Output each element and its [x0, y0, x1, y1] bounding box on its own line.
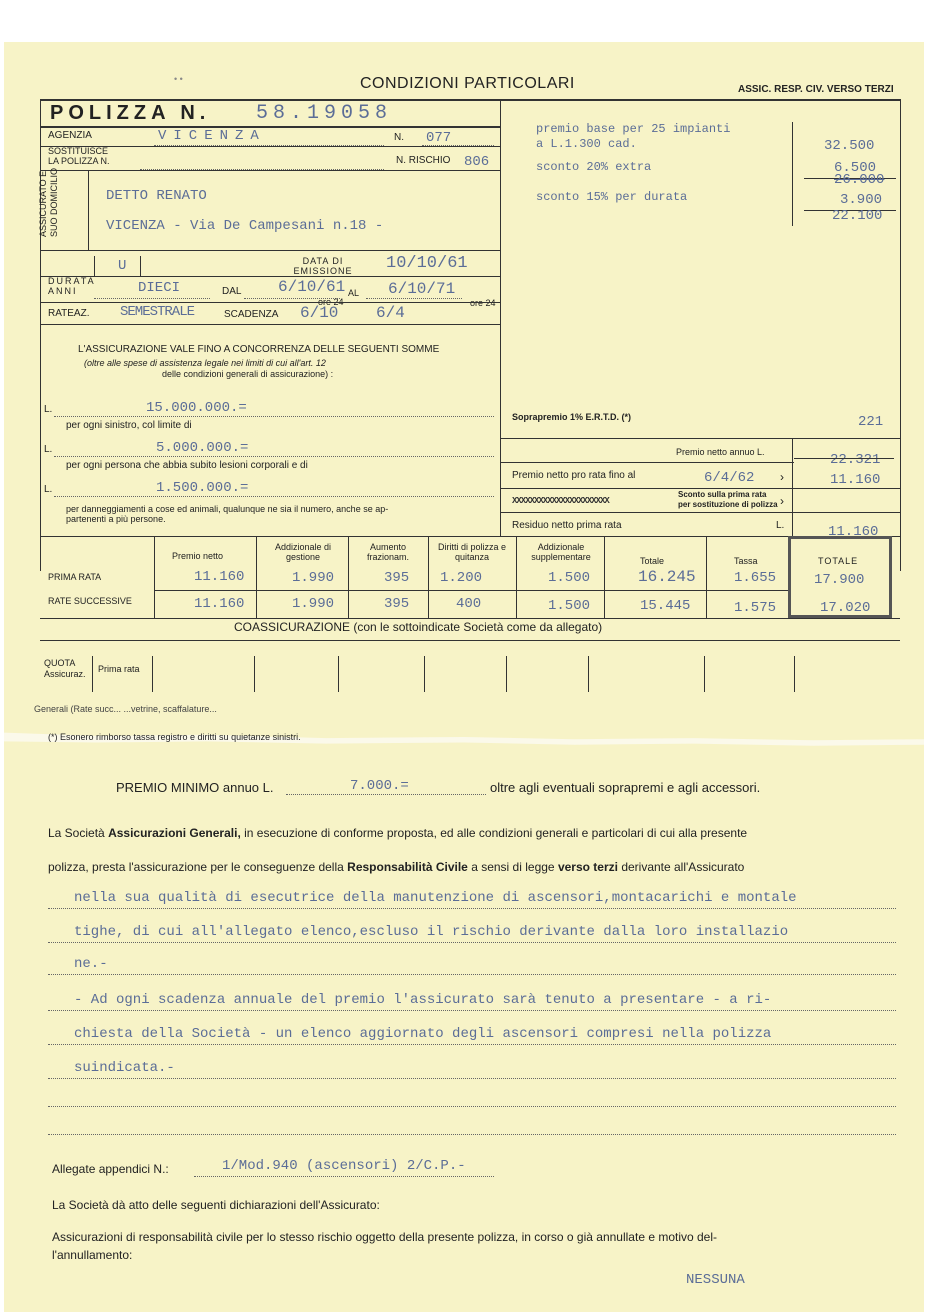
typed-line-4: - Ad ogni scadenza annuale del premio l'assicurato sarà tenuto a presentare - a ri- — [74, 992, 772, 1008]
cell-diritti: 1.200 — [440, 570, 483, 586]
sconto-struck: XXXXXXXXXXXXXXXXXXXXXX — [512, 496, 609, 506]
ore-label-1: ore 24 — [318, 297, 344, 307]
emissione-label: DATA DI EMISSIONE — [293, 256, 353, 276]
premio-v4: 3.900 — [840, 192, 883, 208]
page-subtitle: ASSIC. RESP. CIV. VERSO TERZI — [738, 84, 894, 95]
th-totale: Totale — [640, 556, 665, 566]
pro-rata-arrow: › — [780, 470, 784, 484]
scadenza-1: 6/10 — [300, 304, 339, 322]
dal-label: DAL — [222, 286, 242, 297]
premio-line-4: sconto 15% per durata — [536, 190, 688, 204]
al-label: AL — [348, 288, 360, 298]
cell-premio-netto: 11.160 — [194, 596, 245, 612]
sostituisce-label: SOSTITUISCE LA POLIZZA N. — [48, 146, 110, 166]
rateaz-value: SEMESTRALE — [120, 304, 195, 320]
page-mark: • • — [174, 74, 183, 84]
emissione-date: 10/10/61 — [386, 254, 468, 273]
esonero-note: (*) Esonero rimborso tassa registro e diritti su quietanze sinistri. — [48, 732, 301, 742]
th-addizionale-gestione: Addizionale di gestione — [274, 542, 332, 562]
typed-line-5: chiesta della Società - un elenco aggiornato degli ascensori compresi nella polizza — [74, 1026, 772, 1042]
soprapremio-value: 221 — [858, 414, 884, 430]
minimo-suffix: oltre agli eventuali soprapremi e agli accessori. — [490, 780, 761, 795]
allegate-label: Allegate appendici N.: — [52, 1162, 169, 1176]
residuo-label: Residuo netto prima rata — [512, 520, 622, 531]
rischio-label: N. RISCHIO — [396, 155, 451, 166]
cell-diritti: 400 — [456, 596, 482, 612]
th-aumento-frazionam: Aumento frazionam. — [366, 542, 410, 562]
agenzia-value: VICENZA — [158, 128, 266, 144]
row-label: PRIMA RATA — [48, 572, 102, 582]
premio-line-1: premio base per 25 impianti — [536, 122, 731, 136]
u-value: U — [118, 258, 127, 274]
sconto-arrow: › — [780, 494, 784, 508]
dal-value: 6/10/61 — [278, 278, 346, 296]
netto-value: 22.321 — [830, 452, 881, 468]
cell-totale-final: 17.020 — [820, 600, 871, 616]
cell-tassa: 1.575 — [734, 600, 777, 616]
scadenza-2: 6/4 — [376, 304, 405, 322]
n-value: 077 — [426, 130, 452, 146]
durata-label: DURATA ANNI — [48, 276, 96, 296]
th-premio-netto: Premio netto — [172, 551, 224, 561]
limits-intro-3: delle condizioni generali di assicurazione) : — [162, 369, 334, 379]
minimo-value: 7.000.= — [350, 778, 409, 794]
assicurato-address: VICENZA - Via De Campesani n.18 - — [106, 218, 384, 234]
netto-label: Premio netto annuo L. — [676, 447, 765, 457]
limit-3-caption: per danneggiamenti a cose ed animali, qualunque ne sia il numero, anche se ap- — [66, 504, 389, 514]
cell-addizionale-supplementare: 1.500 — [548, 598, 591, 614]
assicurato-label: ASSICURATO E SUO DOMICILIO — [38, 167, 59, 237]
limits-intro-2: (oltre alle spese di assistenza legale nei limiti di cui all'art. 12 — [84, 358, 326, 368]
ore-label-2: ore 24 — [470, 298, 496, 308]
policy-number: 58.19058 — [256, 102, 393, 125]
premio-line-2: a L.1.300 cad. — [536, 137, 637, 151]
cell-premio-netto: 11.160 — [194, 569, 245, 585]
sconto-label-2: per sostituzione di polizza — [678, 500, 778, 509]
cell-aumento: 395 — [384, 570, 410, 586]
policy-sheet — [4, 42, 924, 1312]
cell-totale: 16.245 — [638, 568, 696, 586]
cell-tassa: 1.655 — [734, 570, 777, 586]
cell-addizionale-gestione: 1.990 — [292, 570, 335, 586]
premio-v2: 6.500 — [834, 160, 877, 176]
cell-totale: 15.445 — [640, 598, 691, 614]
allegate-value: 1/Mod.940 (ascensori) 2/C.P.- — [222, 1158, 466, 1174]
th-tassa: Tassa — [734, 556, 758, 566]
al-value: 6/10/71 — [388, 280, 456, 298]
pro-rata-label: Premio netto pro rata fino al — [512, 470, 636, 481]
agenzia-label: AGENZIA — [48, 130, 92, 141]
cell-addizionale-supplementare: 1.500 — [548, 570, 591, 586]
limit-1-caption: per ogni sinistro, col limite di — [66, 420, 192, 431]
limit-3-value: 1.500.000.= — [156, 480, 249, 496]
rischio-value: 806 — [464, 154, 490, 170]
limit-3-l: L. — [44, 484, 53, 495]
rc-line-1: Assicurazioni di responsabilità civile per lo stesso rischio oggetto della presente polizza, in corso o già annullate e motivo del- — [52, 1230, 718, 1244]
coassic-prima-rata: Prima rata — [98, 664, 140, 674]
premio-v3: 26.000 — [834, 172, 885, 188]
row-label: RATE SUCCESSIVE — [48, 596, 132, 606]
policy-label: POLIZZA N. — [50, 102, 211, 124]
minimo-label: PREMIO MINIMO annuo L. — [116, 780, 274, 795]
coassic-title: COASSICURAZIONE (con le sottoindicate Società come da allegato) — [234, 620, 603, 634]
cell-addizionale-gestione: 1.990 — [292, 596, 335, 612]
th-totale-final: TOTALE — [818, 556, 859, 566]
n-label: N. — [394, 132, 404, 143]
premio-v1: 32.500 — [824, 138, 875, 154]
premio-line-3: sconto 20% extra — [536, 160, 652, 174]
limit-2-l: L. — [44, 444, 53, 455]
cell-totale-final: 17.900 — [814, 572, 865, 588]
rateaz-label: RATEAZ. — [48, 308, 90, 319]
durata-value: DIECI — [138, 280, 181, 296]
residuo-value: 11.160 — [828, 524, 879, 540]
coassic-quota: QUOTA Assicuraz. — [44, 658, 86, 679]
body-p1: La Società Assicurazioni Generali, in esecuzione di conforme proposta, ed alle condizioni generali e particolari di cui alla presente — [48, 826, 748, 840]
sconto-label: Sconto sulla prima rata — [678, 490, 767, 499]
page-title: CONDIZIONI PARTICOLARI — [360, 75, 575, 92]
th-diritti-polizza: Diritti di polizza e quitanza — [437, 542, 507, 562]
typed-line-2: tighe, di cui all'allegato elenco,escluso il rischio derivante dalla loro installazio — [74, 924, 789, 940]
residuo-l: L. — [776, 520, 785, 531]
limit-2-value: 5.000.000.= — [156, 440, 249, 456]
typed-line-6: suindicata.- — [74, 1060, 175, 1076]
limit-2-caption: per ogni persona che abbia subito lesioni corporali e di — [66, 460, 308, 471]
premio-v5: 22.100 — [832, 208, 883, 224]
coassic-torn-line: Generali (Rate succ... ...vetrine, scaffalature... — [34, 704, 217, 714]
limit-1-l: L. — [44, 404, 53, 415]
limit-3-caption-2: partenenti a più persone. — [66, 514, 166, 524]
th-addizionale-supplementare: Addizionale supplementare — [531, 542, 591, 562]
body-p2: polizza, presta l'assicurazione per le conseguenze della Responsabilità Civile a sensi di legge verso terzi derivante all'Assicurato — [48, 860, 745, 874]
scadenza-label: SCADENZA — [224, 309, 279, 320]
typed-line-3: ne.- — [74, 956, 108, 972]
soprapremio-label: Soprapremio 1% E.R.T.D. (*) — [512, 412, 632, 422]
nessuna-value: NESSUNA — [686, 1272, 745, 1288]
cell-aumento: 395 — [384, 596, 410, 612]
limit-1-value: 15.000.000.= — [146, 400, 247, 416]
dichiarazioni: La Società dà atto delle seguenti dichiarazioni dell'Assicurato: — [52, 1198, 380, 1212]
limits-intro: L'ASSICURAZIONE VALE FINO A CONCORRENZA DELLE SEGUENTI SOMME — [78, 344, 440, 355]
typed-line-1: nella sua qualità di esecutrice della manutenzione di ascensori,montacarichi e montale — [74, 890, 797, 906]
pro-rata-date: 6/4/62 — [704, 470, 755, 486]
rc-line-2: l'annullamento: — [52, 1248, 133, 1262]
assicurato-name: DETTO RENATO — [106, 188, 207, 204]
pro-rata-value: 11.160 — [830, 472, 881, 488]
